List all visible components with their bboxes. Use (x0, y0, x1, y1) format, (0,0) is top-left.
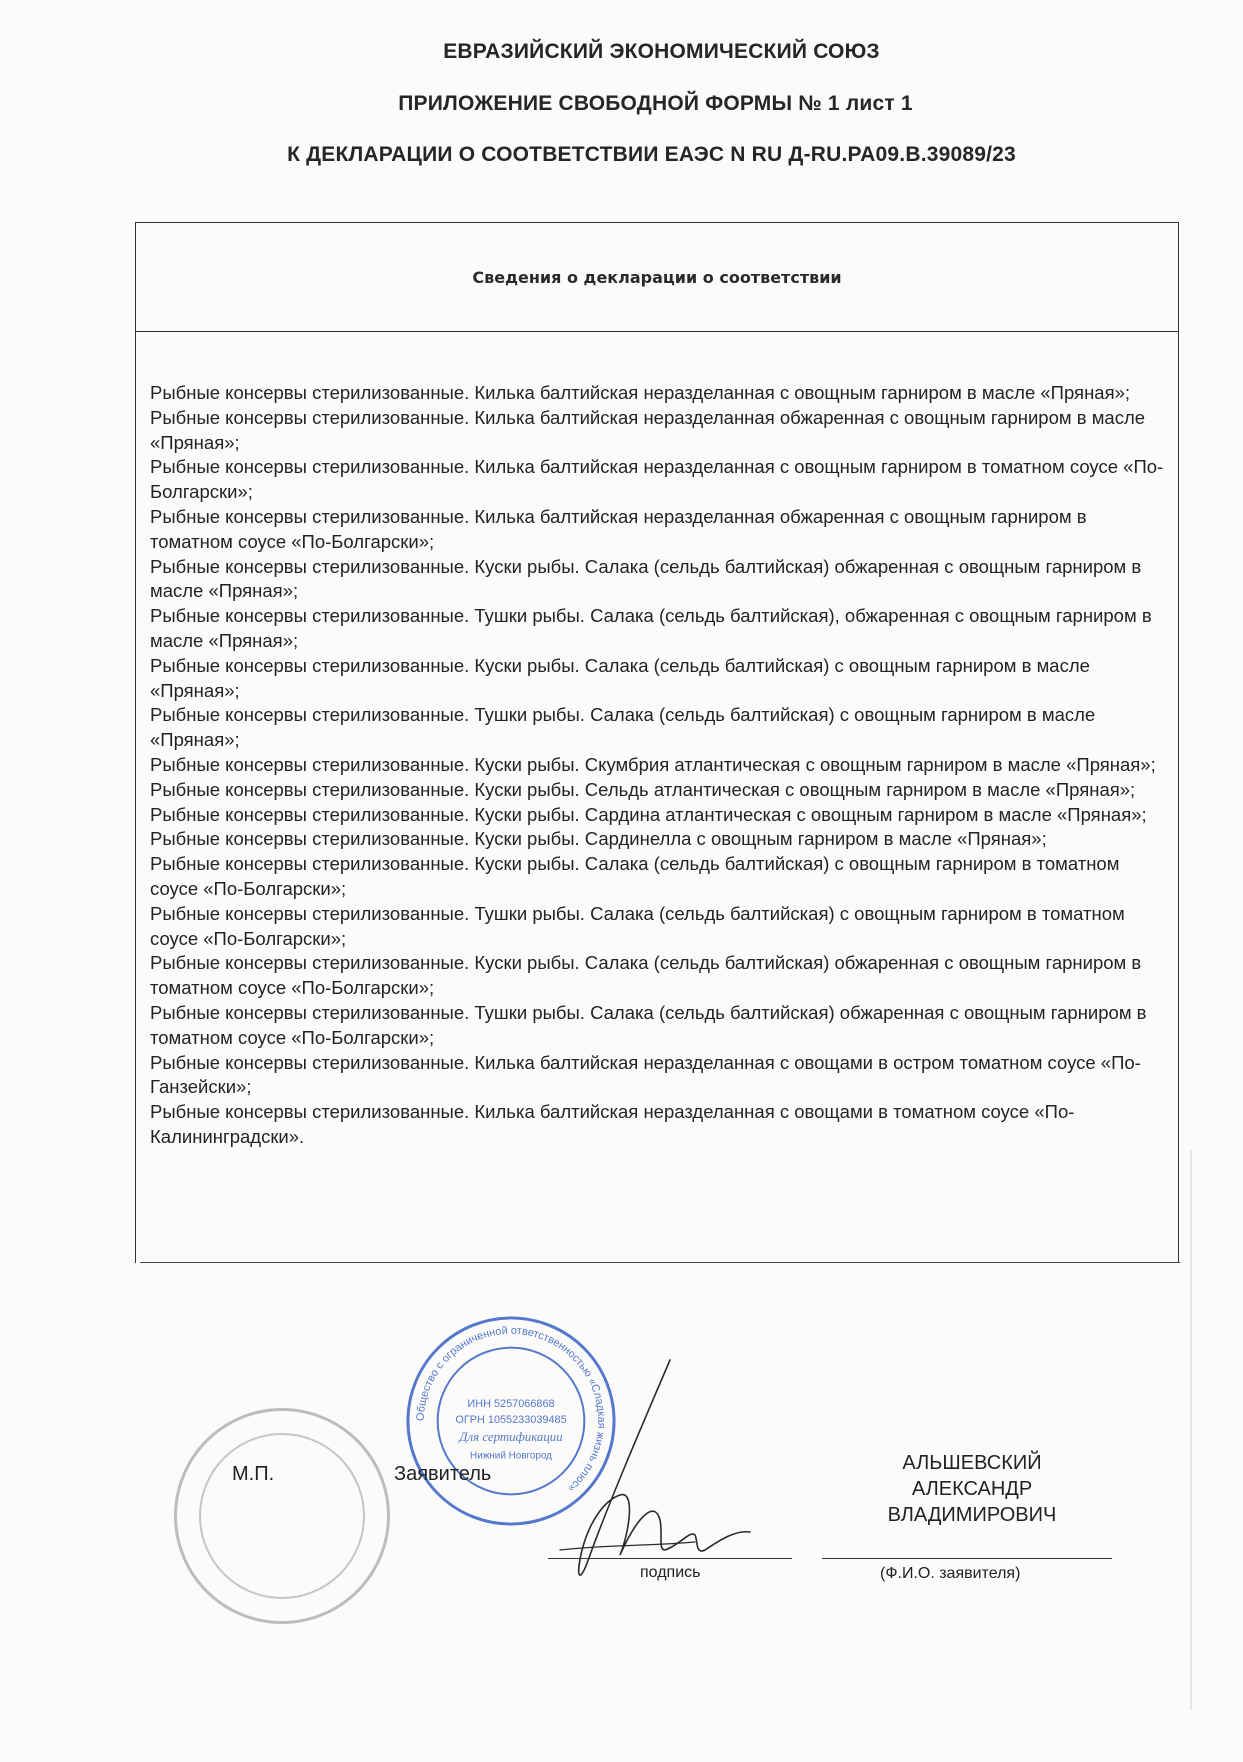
handwritten-signature (520, 1350, 760, 1600)
scan-edge-mark (1190, 1150, 1192, 1710)
product-item: Рыбные консервы стерилизованные. Тушки рыбы. Салака (сельдь балтийская) обжаренная с овощным гарниром в томатном соусе «По-Болгарски»; (150, 1001, 1147, 1048)
product-item: Рыбные консервы стерилизованные. Килька балтийская неразделанная с овощным гарниром в томатном соусе «По-Болгарски»; (150, 456, 1164, 503)
product-item: Рыбные консервы стерилизованные. Куски рыбы. Салака (сельдь балтийская) с овощным гарниром в масле «Пряная»; (150, 654, 1090, 701)
seal-label: М.П. (232, 1463, 275, 1485)
seal-ring-text: Общество с ограниченной ответственностью «Сладкая жизнь плюс» (414, 1324, 608, 1495)
product-item: Рыбные консервы стерилизованные. Килька балтийская неразделанная с овощным гарниром в масле «Пряная»; (150, 382, 1131, 403)
signature-line (548, 1558, 792, 1559)
product-item: Рыбные консервы стерилизованные. Куски рыбы. Сардинелла с овощным гарниром в масле «Пряная»; (150, 828, 1047, 850)
product-list (150, 381, 1170, 1150)
product-item: Рыбные консервы стерилизованные. Куски рыбы. Сардина атлантическая с овощным гарниром в масле «Пряная»; (150, 803, 1147, 825)
product-item: Рыбные консервы стерилизованные. Куски рыбы. Салака (сельдь балтийская) обжаренная с овощным гарниром в масле «Пряная»; (150, 555, 1142, 602)
name-line-first: АЛЕКСАНДР (911, 1478, 1033, 1500)
product-item: Рыбные консервы стерилизованные. Тушки рыбы. Салака (сельдь балтийская) с овощным гарниром в томатном соусе «По-Болгарски»; (150, 902, 1125, 949)
seal-inner-text: Для сертификации (459, 1429, 563, 1444)
frame-bottom-line (140, 1262, 1180, 1263)
seal-inn: ИНН 5257066868 (467, 1398, 555, 1411)
seal-ogrn: ОГРН 1055233039485 (455, 1413, 567, 1426)
product-item: Рыбные консервы стерилизованные. Куски рыбы. Салака (сельдь балтийская) с овощным гарниром в томатном соусе «По-Болгарски»; (150, 853, 1120, 899)
seal-city: Нижний Новгород (470, 1450, 552, 1462)
applicant-name (858, 1450, 1086, 1528)
name-line-surname: АЛЬШЕВСКИЙ (902, 1452, 1042, 1474)
company-seal-gray (174, 1408, 390, 1624)
section-title: Сведения о декларации о соответствии (136, 223, 1178, 332)
product-item: Рыбные консервы стерилизованные. Куски рыбы. Сельдь атлантическая с овощным гарниром в масле «Пряная»; (150, 778, 1136, 800)
product-item: Рыбные консервы стерилизованные. Куски рыбы. Скумбрия атлантическая с овощным гарниром в масле «Пряная»; (150, 753, 1156, 775)
signature-area (0, 1290, 1243, 1690)
name-caption: (Ф.И.О. заявителя) (880, 1565, 1021, 1582)
name-line-patronymic: ВЛАДИМИРОВИЧ (887, 1504, 1057, 1526)
product-item: Рыбные консервы стерилизованные. Килька балтийская неразделанная обжаренная с овощным гарниром в томатном соусе «По-Болгарски»; (150, 505, 1087, 552)
signature-caption: подпись (640, 1564, 701, 1581)
header-declaration: К ДЕКЛАРАЦИИ О СООТВЕТСТВИИ ЕАЭС N RU Д-RU.PA09.В.39089/23 (287, 143, 1016, 166)
header-union: ЕВРАЗИЙСКИЙ ЭКОНОМИЧЕСКИЙ СОЮЗ (443, 40, 880, 63)
product-item: Рыбные консервы стерилизованные. Килька балтийская неразделанная с овощами в остром томатном соусе «По-Ганзейски»; (150, 1051, 1141, 1098)
product-item: Рыбные консервы стерилизованные. Куски рыбы. Салака (сельдь балтийская) обжаренная с овощным гарниром в томатном соусе «По-Болгарски»; (150, 952, 1142, 999)
product-item: Рыбные консервы стерилизованные. Тушки рыбы. Салака (сельдь балтийская) с овощным гарниром в масле «Пряная»; (150, 704, 1096, 751)
content-frame (135, 222, 1179, 1263)
product-item: Рыбные консервы стерилизованные. Тушки рыбы. Салака (сельдь балтийская), обжаренная с овощным гарниром в масле «Пряная»; (150, 605, 1152, 651)
applicant-label: Заявитель (394, 1463, 492, 1485)
name-underline (822, 1558, 1112, 1559)
product-item: Рыбные консервы стерилизованные. Килька балтийская неразделанная обжаренная с овощным гарниром в масле «Пряная»; (150, 406, 1146, 453)
header-appendix: ПРИЛОЖЕНИЕ СВОБОДНОЙ ФОРМЫ № 1 лист 1 (398, 92, 913, 115)
product-item: Рыбные консервы стерилизованные. Килька балтийская неразделанная с овощами в томатном соусе «По-Калининградски». (150, 1101, 1075, 1147)
